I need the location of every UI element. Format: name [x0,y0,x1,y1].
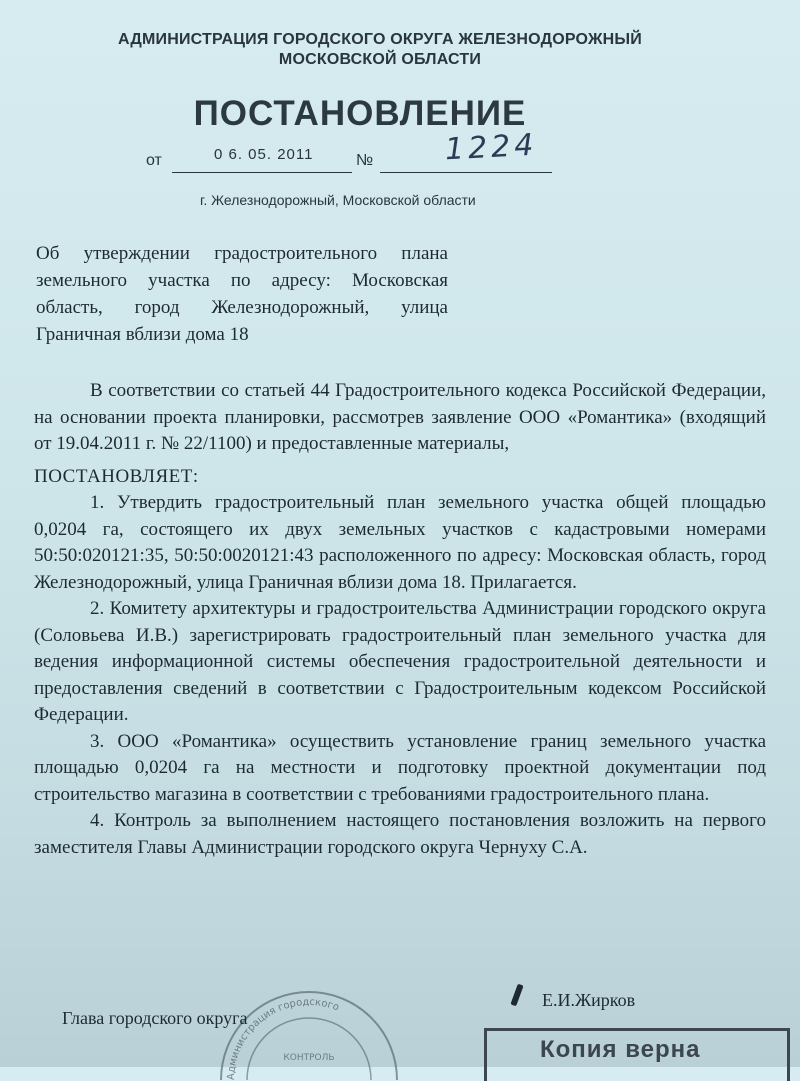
issue-place: г. Железнодорожный, Московской области [200,192,476,208]
number-value: 1224 [444,127,539,168]
date-label: от [146,152,162,169]
date-value: 0 6. 05. 2011 [214,146,314,163]
seal-center-text: КОНТРОЛЬ [283,1053,335,1063]
signature-title: Глава городского округа [62,1008,248,1028]
resolve-heading: ПОСТАНОВЛЯЕТ: [34,465,199,487]
certified-copy-text: Копия верна [540,1036,701,1063]
item-3-paragraph: 3. ООО «Романтика» осуществить установление границ земельного участка площадью 0,0204 га на местности и подготовку проектной документации под строительство магазина в соответствии с требованиями градостроительного плана. [34,730,766,805]
seal-ring-text: Администрация городского [225,996,341,1080]
organization-header [70,30,690,70]
item-4-paragraph: 4. Контроль за выполнением настоящего постановления возложить на первого заместителя Главы Администрации городского округа Чернуху С.А. [34,810,766,858]
item-1-paragraph: 1. Утвердить градостроительный план земельного участка общей площадью 0,0204 га, состоящего их двух земельных участков с кадастровыми номерами 50:50:020121:35, 50:50:0020121:43 расположенного по адресу: Московская область, город Железнодорожный, улица Граничная вблизи дома 18. Прилагается. [34,492,766,593]
document-body [34,378,766,861]
organization-line-2: МОСКОВСКОЙ ОБЛАСТИ [278,51,482,68]
signature-mark [510,984,523,1007]
preamble-paragraph: В соответствии со статьей 44 Градостроительного кодекса Российской Федерации, на основании проекта планировки, рассмотрев заявление ООО «Романтика» (входящий от 19.04.2011 г. № 22/1100) и предоставленные материалы, [34,380,766,454]
document-type-title: ПОСТАНОВЛЕНИЕ [193,94,527,133]
official-seal [214,980,404,1080]
document-subject: Об утверждении градостроительного плана земельного участка по адресу: Московская область, город Железнодорожный, улица Граничная вблизи дома 18 [36,243,448,345]
item-2-paragraph: 2. Комитету архитектуры и градостроительства Администрации городского округа (Соловьева И.В.) зарегистрировать градостроительный план земельного участка для ведения информационной системы обеспечения градостроительной деятельности и предоставления сведений в соответствии с Градостроительным кодексом Российской Федерации. [34,598,766,725]
signatory-name: Е.И.Жирков [542,990,636,1010]
organization-line-1: АДМИНИСТРАЦИЯ ГОРОДСКОГО ОКРУГА ЖЕЛЕЗНОДОРОЖНЫЙ [118,31,642,48]
number-label: № [356,152,374,169]
